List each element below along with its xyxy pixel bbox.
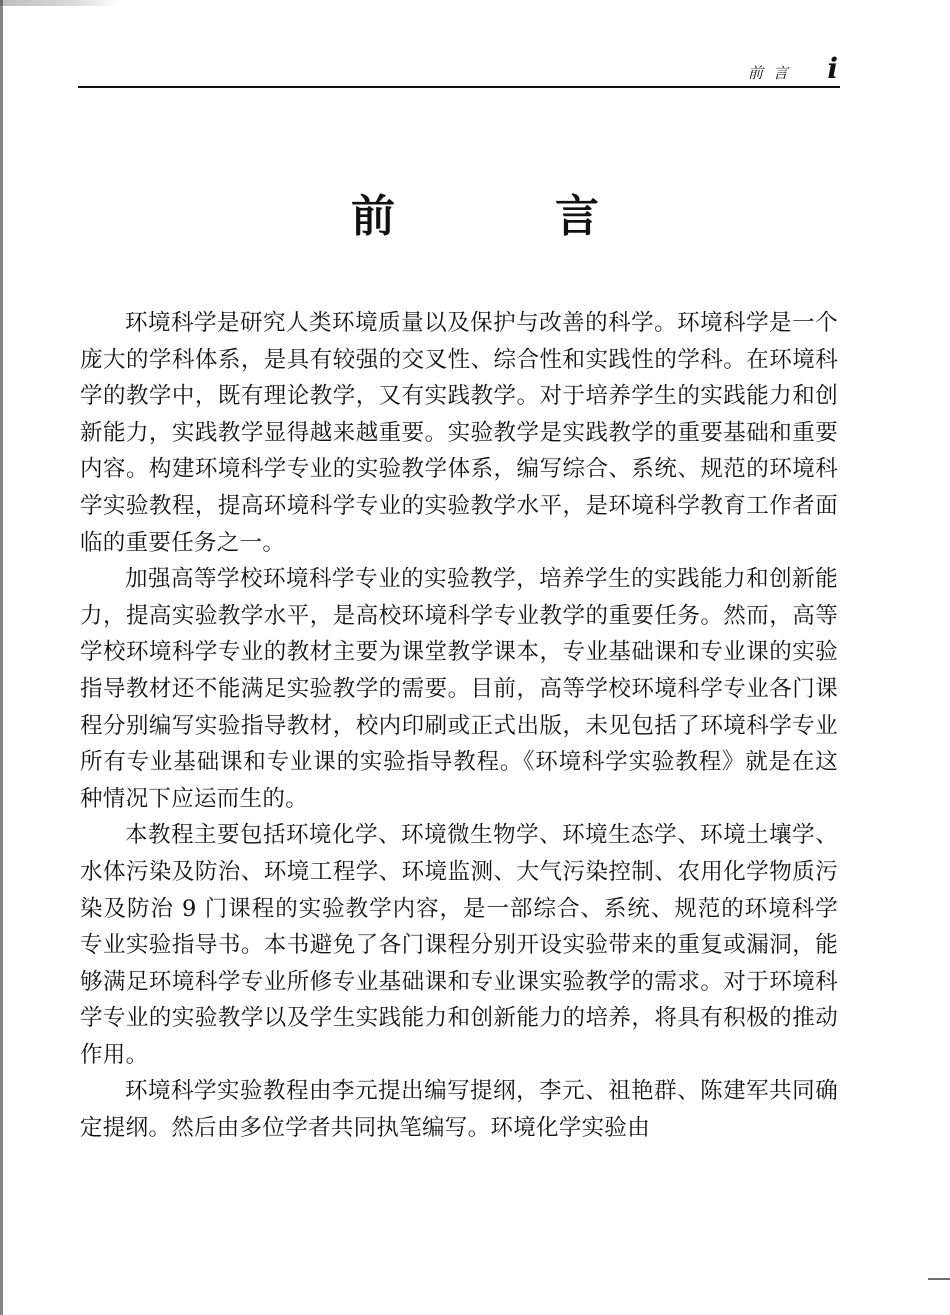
page-number: i	[827, 52, 838, 85]
paragraph-4: 环境科学实验教程由李元提出编写提纲，李元、祖艳群、陈建军共同确定提纲。然后由多位学者共同执笔编写。环境化学实验由	[80, 1078, 838, 1142]
body-text	[80, 305, 838, 1147]
running-header	[78, 54, 840, 88]
chapter-title: 前 言	[351, 191, 657, 242]
running-header-title: 前言	[747, 64, 798, 82]
paragraph-2: 加强高等学校环境科学专业的实验教学，培养学生的实践能力和创新能力，提高实验教学水平，是高校环境科学专业教学的重要任务。然而，高等学校环境科学专业的教材主要为课堂教学课本，专业基础课和专业课的实验指导教材还不能满足实验教学的需要。目前，高等学校环境科学专业各门课程分别编写实验指导教材，校内印刷或正式出版，未见包括了环境科学专业所有专业基础课和专业课的实验指导教程。《环境科学实验教程》就是在这种情况下应运而生的。	[80, 566, 838, 812]
paragraph-3: 本教程主要包括环境化学、环境微生物学、环境生态学、环境土壤学、水体污染及防治、环境工程学、环境监测、大气污染控制、农用化学物质污染及防治 9 门课程的实验教学内容，是一部综合、系统、规范的环境科学专业实验指导书。本书避免了各门课程分别开设实验带来的重复或漏洞，能够满足环境科学专业所修专业基础课和专业课实验教学的需求。对于环境科学专业的实验教学以及学生实践能力和创新能力的培养，将具有积极的推动作用。	[80, 822, 838, 1068]
paragraph-1: 环境科学是研究人类环境质量以及保护与改善的科学。环境科学是一个庞大的学科体系，是具有较强的交叉性、综合性和实践性的学科。在环境科学的教学中，既有理论教学，又有实践教学。对于培养学生的实践能力和创新能力，实践教学显得越来越重要。实验教学是实践教学的重要基础和重要内容。构建环境科学专业的实验教学体系，编写综合、系统、规范的环境科学实验教程，提高环境科学专业的实验教学水平，是环境科学教育工作者面临的重要任务之一。	[80, 310, 838, 556]
scan-artifact-corner	[928, 1278, 950, 1280]
scan-artifact-top	[0, 0, 120, 6]
